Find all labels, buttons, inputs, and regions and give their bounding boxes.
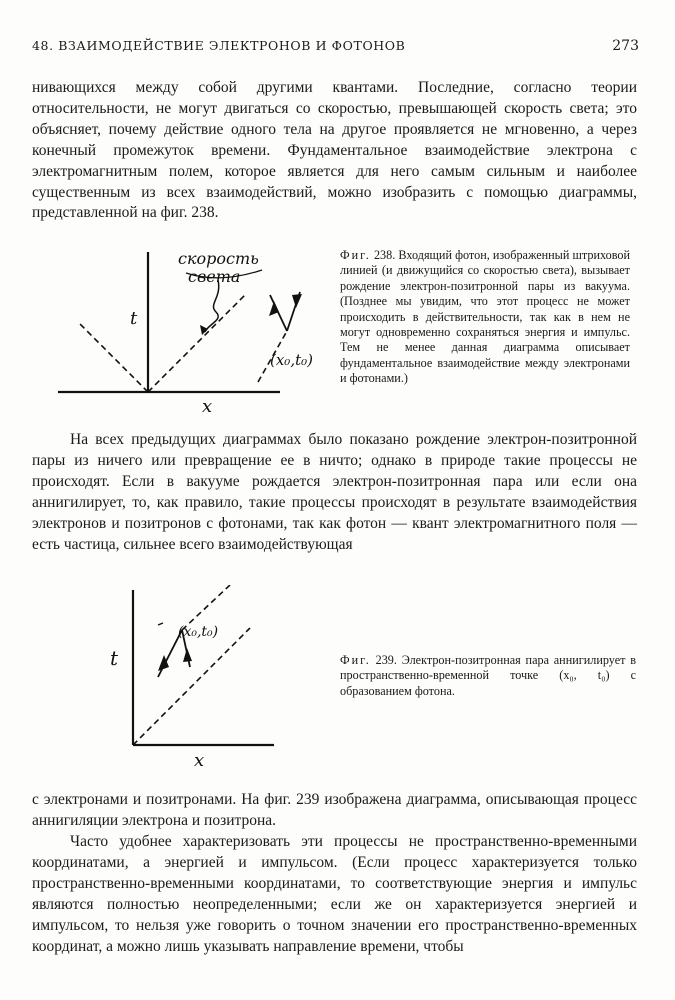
paragraph-3: с электронами и позитронами. На фиг. 239 изображена диаграмма, описывающая процесс аннигиляции электрона и позитрона. (32, 791, 637, 829)
paragraph-4: Часто удобнее характеризовать эти процессы не пространственно-временными координатами, а энергией и импульсом. (Если процесс характеризуется только пространственно-временными координатами, то соответствующие энергия и импульс являются полностью неопределенными; если же он характеризуется энергией и импульсом, то нельзя уже говорить о точном значении его пространственно-временных координат, а можно лишь указывать направление времени, чтобы (32, 833, 637, 955)
paragraph-1: нивающихся между собой другими квантами. Последние, согласно теории относительности, не могут двигаться со скоростью, превышающей скорость света; это объясняет, почему действие одного тела на другое проявляется не мгновенно, а через конечный промежуток времени. Фундаментальное взаимодействие электрона с электромагнитным полем, которое является для него самым сильным и наиболее существенным из всех взаимодействий, можно изобразить с помощью диаграммы, представленной на фиг. 238. (32, 79, 637, 222)
annotation-speed-of-light-2: света (188, 267, 241, 286)
positron-arrow (183, 648, 192, 662)
light-line-right (148, 295, 245, 392)
annotation-speed-of-light-1: скорость (178, 249, 259, 268)
light-line (133, 628, 250, 745)
axis-label-x: x (194, 750, 205, 770)
figure-239-caption (340, 653, 636, 699)
axis-label-t: t (130, 308, 138, 329)
electron-arrow (269, 301, 279, 316)
axis-label-t: t (110, 646, 119, 670)
figure-label: Фиг. (340, 248, 371, 262)
figure-239-diagram (100, 585, 280, 770)
event-point-label: (x₀,t₀) (270, 351, 313, 369)
paragraph-2: На всех предыдущих диаграммах было показано рождение электрон-позитронной пары из ничего или превращение ее в ничто; однако в природе такие процессы не происходят. Если в вакууме рождается электрон-позитронная пара или если она аннигилирует, то, как правило, такие процессы происходят в результате взаимодействия электронов и позитронов с фотонами, так как фотон — квант электромагнитного поля — есть частица, сильнее всего взаимодействующая (32, 431, 637, 553)
running-header (32, 38, 643, 58)
figure-239-caption-text: 239. Электрон-позитронная пара аннигилирует в пространственно-временной точке (x₀, t₀) с образованием фотона. (340, 653, 636, 698)
annotation-squiggle (205, 280, 219, 332)
positron-arrow (292, 294, 302, 308)
figure-238-caption-text: 238. Входящий фотон, изображенный штриховой линией (и движущийся со скоростью света), вызывает рождение электрон-позитронной пары из вакуума. (Позднее мы увидим, что этот процесс не может происходить в действительности, так как в нем не могут одновременно сохраняться энергия и импульс. Тем не менее данная диаграмма описывает фундаментальное взаимодействие между электронами и фотонами.) (340, 248, 630, 386)
stray-mark (158, 623, 163, 625)
page-number: 273 (612, 38, 639, 54)
axis-label-x: x (202, 396, 213, 417)
section-title: 48. ВЗАИМОДЕЙСТВИЕ ЭЛЕКТРОНОВ И ФОТОНОВ (32, 38, 406, 53)
event-point-label: (x₀,t₀) (178, 624, 219, 640)
figure-label: Фиг. (340, 653, 371, 667)
light-line-left (80, 324, 148, 392)
figure-238-caption (340, 248, 630, 387)
figure-238-diagram (40, 240, 330, 420)
